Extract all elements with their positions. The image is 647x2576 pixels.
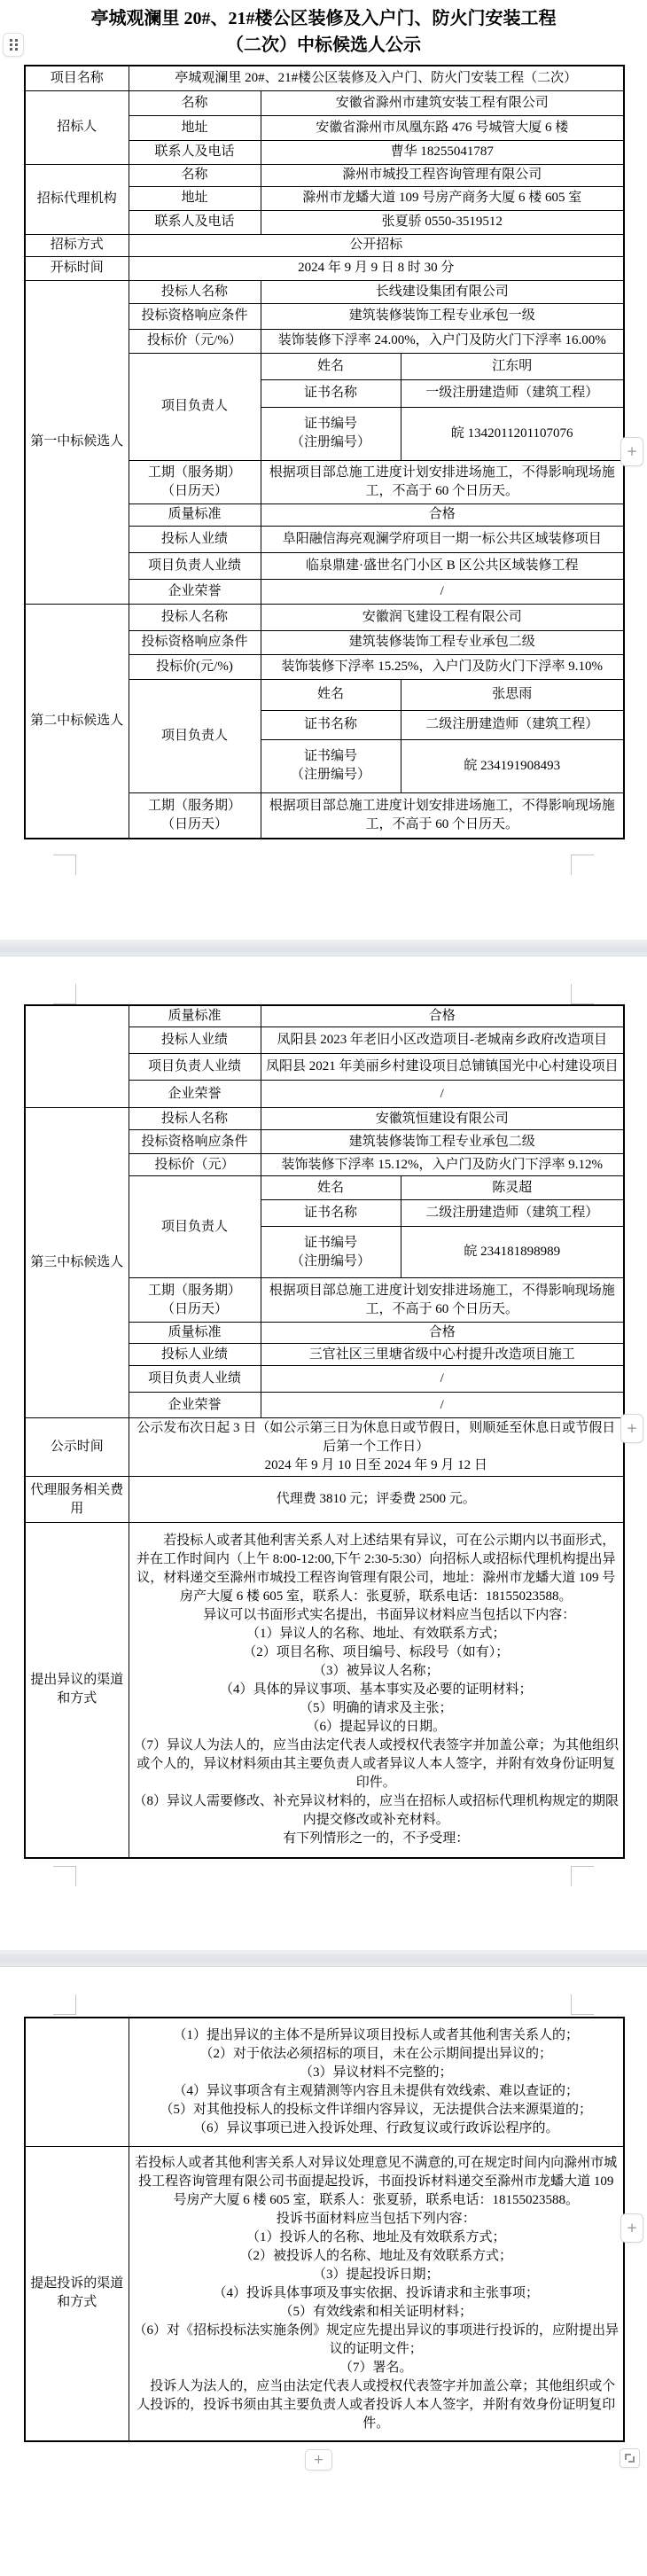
label-c2-bidder: 投标人名称 bbox=[129, 604, 261, 630]
value-tenderer-contact: 曹华 18255041787 bbox=[261, 140, 624, 164]
insert-column-button[interactable]: + bbox=[620, 437, 643, 466]
label-c1-qualification: 投标资格响应条件 bbox=[129, 303, 261, 329]
label-c3-honor: 企业荣誉 bbox=[129, 1393, 261, 1418]
label-c2-quality: 质量标准 bbox=[129, 1005, 261, 1027]
label-tenderer: 招标人 bbox=[25, 90, 129, 164]
label-tenderer-name: 名称 bbox=[129, 90, 261, 115]
value-project-name: 亭城观澜里 20#、21#楼公区装修及入户门、防火门安装工程（二次） bbox=[129, 66, 624, 90]
label-notice-time: 公示时间 bbox=[25, 1418, 129, 1477]
label-tenderer-address: 地址 bbox=[129, 115, 261, 140]
label-c2-qualification: 投标资格响应条件 bbox=[129, 630, 261, 654]
value-c2-cert-no: 皖 234191908493 bbox=[401, 739, 624, 792]
duration-line1: 工期（服务期） bbox=[147, 798, 241, 813]
value-c2-bidder-perf: 凤阳县 2023 年老旧小区改造项目-老城南乡政府改造项目 bbox=[261, 1027, 624, 1054]
value-objection-channel bbox=[129, 1523, 624, 1858]
label-c3-cert-no bbox=[261, 1227, 401, 1278]
complaint-item: （2）被投诉人的名称、地址及有效联系方式； bbox=[239, 2248, 512, 2263]
page2-bottom-right-mark bbox=[571, 1866, 594, 1886]
value-c2-honor: / bbox=[261, 1081, 624, 1108]
value-c1-pm-perf: 临泉鼎建·盛世名门小区 B 区公共区域装修工程 bbox=[261, 552, 624, 579]
duration-line2: （日历天） bbox=[160, 483, 228, 498]
value-tenderer-name: 安徽省滁州市建筑安装工程有限公司 bbox=[261, 90, 624, 115]
value-c3-qualification: 建筑装修装饰工程专业承包二级 bbox=[261, 1130, 624, 1154]
label-candidate-1: 第一中标候选人 bbox=[25, 280, 129, 604]
value-notice-time bbox=[129, 1418, 624, 1477]
complaint-paragraph: 投诉书面材料应当包括下列内容： bbox=[276, 2211, 476, 2226]
label-c3-price: 投标价（元） bbox=[129, 1154, 261, 1176]
cert-no-line1: 证书编号 bbox=[303, 1235, 357, 1250]
insert-column-button[interactable]: + bbox=[620, 1414, 643, 1443]
complaint-item: （5）有效线索和相关证明材料； bbox=[279, 2304, 472, 2319]
label-complaint-channel: 提起投诉的渠道和方式 bbox=[25, 2146, 129, 2441]
label-c3-cert-name: 证书名称 bbox=[261, 1200, 401, 1227]
value-c1-honor: / bbox=[261, 579, 624, 604]
label-agency-address: 地址 bbox=[129, 186, 261, 210]
value-c2-pm-name: 张思雨 bbox=[401, 679, 624, 710]
value-c1-quality: 合格 bbox=[261, 503, 624, 526]
label-c2-pm: 项目负责人 bbox=[129, 679, 261, 792]
page-separator-1 bbox=[0, 940, 647, 956]
notice-period-text: 公示发布次日起 3 日（如公示第三日为休息日或节假日，则顺延至休息日或节假日后第一个工作日） bbox=[136, 1421, 616, 1454]
cert-no-line1: 证书编号 bbox=[303, 749, 357, 763]
label-c2-bidder-perf: 投标人业绩 bbox=[129, 1027, 261, 1054]
page3-top-left-mark bbox=[53, 1994, 76, 2015]
value-c1-qualification: 建筑装修装饰工程专业承包一级 bbox=[261, 303, 624, 329]
label-c3-qualification: 投标资格响应条件 bbox=[129, 1130, 261, 1154]
value-c3-bidder-perf: 三官社区三里塘省级中心村提升改造项目施工 bbox=[261, 1344, 624, 1366]
label-objection-channel: 提出异议的渠道和方式 bbox=[25, 1523, 129, 1858]
duration-line1: 工期（服务期） bbox=[147, 464, 241, 480]
label-c1-pm-name: 姓名 bbox=[261, 353, 401, 379]
value-open-time: 2024 年 9 月 9 日 8 时 30 分 bbox=[129, 256, 624, 280]
label-agency-fee: 代理服务相关费用 bbox=[25, 1477, 129, 1523]
value-c3-pm-perf: / bbox=[261, 1366, 624, 1393]
complaint-item: （3）提起投诉日期； bbox=[312, 2267, 440, 2282]
label-c1-cert-name: 证书名称 bbox=[261, 379, 401, 407]
complaint-paragraph: 投诉人为法人的，应当由法定代表人或授权代表签字并加盖公章；其他组织或个人投诉的，投诉书须由其主要负责人或者投诉人本人签字，并附有效身份证明复印件。 bbox=[136, 2378, 616, 2431]
label-c2-cert-no bbox=[261, 739, 401, 792]
objection-paragraph: 异议可以书面形式实名提出，书面异议材料应当包括以下内容： bbox=[203, 1607, 576, 1622]
duration-line2: （日历天） bbox=[160, 1301, 228, 1316]
objection-item: （3）被异议人名称； bbox=[313, 1663, 440, 1678]
value-c3-price: 装饰装修下浮率 15.12%，入户门及防火门下浮率 9.12% bbox=[261, 1154, 624, 1176]
value-c2-bidder: 安徽润飞建设工程有限公司 bbox=[261, 604, 624, 630]
value-c1-duration: 根据项目部总施工进度计划安排进场施工，不得影响现场施工，不高于 60 个日历天。 bbox=[261, 460, 624, 503]
title-line-2: （二次）中标候选人公示 bbox=[226, 35, 421, 55]
label-candidate-3: 第三中标候选人 bbox=[25, 1108, 129, 1418]
value-c1-pm-name: 江东明 bbox=[401, 353, 624, 379]
title-line-1: 亭城观澜里 20#、21#楼公区装修及入户门、防火门安装工程 bbox=[90, 9, 557, 28]
duration-line2: （日历天） bbox=[160, 816, 228, 831]
label-c2-pm-perf: 项目负责人业绩 bbox=[129, 1054, 261, 1081]
reject-case-item: （3）异议材料不完整的； bbox=[299, 2065, 453, 2080]
label-c3-pm-name: 姓名 bbox=[261, 1176, 401, 1200]
complaint-item: （7）署名。 bbox=[339, 2360, 413, 2375]
objection-item: （6）提起异议的日期。 bbox=[306, 1719, 447, 1734]
objection-item: （8）异议人需要修改、补充异议材料的，应当在招标人或招标代理机构规定的期限内提交修改或补充材料。 bbox=[133, 1793, 620, 1827]
complaint-item: （1）投诉人的名称、地址及有效联系方式； bbox=[246, 2229, 506, 2244]
label-c3-pm-perf: 项目负责人业绩 bbox=[129, 1366, 261, 1393]
label-c2-duration bbox=[129, 792, 261, 839]
cert-no-line2: （注册编号） bbox=[290, 1253, 370, 1268]
objection-item: （7）异议人为法人的，应当由法定代表人或授权代表签字并加盖公章；为其他组织或个人的，异议材料须由其主要负责人或者异议人本人签字，并附有效身份证明复印件。 bbox=[133, 1737, 620, 1790]
objection-reject-note: 有下列情形之一的，不予受理： bbox=[283, 1831, 470, 1846]
label-c3-bidder: 投标人名称 bbox=[129, 1108, 261, 1130]
value-c1-cert-no: 皖 1342011201107076 bbox=[401, 407, 624, 460]
page3-top-right-mark bbox=[571, 1994, 594, 2015]
label-c1-pm: 项目负责人 bbox=[129, 353, 261, 460]
label-bid-method: 招标方式 bbox=[25, 234, 129, 256]
label-c2-cert-name: 证书名称 bbox=[261, 710, 401, 739]
bid-result-table-page1 bbox=[24, 65, 625, 839]
label-c1-pm-perf: 项目负责人业绩 bbox=[129, 552, 261, 579]
value-c3-cert-no: 皖 234181898989 bbox=[401, 1227, 624, 1278]
page2-bottom-left-mark bbox=[53, 1866, 76, 1886]
label-candidate-2: 第二中标候选人 bbox=[25, 604, 129, 839]
label-c1-bidder: 投标人名称 bbox=[129, 280, 261, 303]
cert-no-line1: 证书编号 bbox=[303, 417, 357, 431]
value-c1-bidder: 长线建设集团有限公司 bbox=[261, 280, 624, 303]
expand-table-icon[interactable] bbox=[620, 2448, 640, 2468]
value-c3-cert-name: 二级注册建造师（建筑工程） bbox=[401, 1200, 624, 1227]
bid-result-table-page2 bbox=[24, 1004, 625, 1859]
label-agency-name: 名称 bbox=[129, 164, 261, 186]
label-c3-duration bbox=[129, 1278, 261, 1323]
value-c3-honor: / bbox=[261, 1393, 624, 1418]
cert-no-line2: （注册编号） bbox=[290, 435, 370, 449]
label-tenderer-contact: 联系人及电话 bbox=[129, 140, 261, 164]
candidate2-continuation-cell bbox=[25, 1005, 129, 1108]
bid-result-table-page3 bbox=[24, 2017, 625, 2442]
label-c2-pm-name: 姓名 bbox=[261, 679, 401, 710]
value-objection-reject-cases bbox=[129, 2018, 624, 2146]
add-row-button[interactable]: + bbox=[305, 2449, 332, 2471]
objection-paragraph: 若投标人或者其他利害关系人对上述结果有异议，可在公示期内以书面形式，并在工作时间内（上午 8:00-12:00,下午 2:30-5:30）向招标人或招标代理机构提出异议，材料递交至滁州市城投工程咨询管理有限公司，地址：滁州市龙蟠大道 109 号房产大厦 6 楼 605 室，联系人：张夏骄，联系电话：18155023588。 bbox=[136, 1533, 616, 1604]
label-agency-contact: 联系人及电话 bbox=[129, 210, 261, 234]
page-separator-2 bbox=[0, 1950, 647, 1967]
value-c2-duration: 根据项目部总施工进度计划安排进场施工，不得影响现场施工，不高于 60 个日历天。 bbox=[261, 792, 624, 839]
label-open-time: 开标时间 bbox=[25, 256, 129, 280]
value-c2-pm-perf: 凤阳县 2021 年美丽乡村建设项目总铺镇国光中心村建设项目 bbox=[261, 1054, 624, 1081]
value-c3-pm-name: 陈灵超 bbox=[401, 1176, 624, 1200]
page-title bbox=[0, 5, 647, 59]
objection-item: （1）异议人的名称、地址、有效联系方式； bbox=[246, 1626, 506, 1641]
label-agency: 招标代理机构 bbox=[25, 164, 129, 234]
objection-continuation-cell bbox=[25, 2018, 129, 2146]
value-c3-quality: 合格 bbox=[261, 1323, 624, 1344]
value-c2-quality: 合格 bbox=[261, 1005, 624, 1027]
reject-case-item: （1）提出异议的主体不是所异议项目投标人或者其他利害关系人的； bbox=[173, 2027, 579, 2042]
label-c1-duration bbox=[129, 460, 261, 503]
label-c2-price: 投标价(元/%) bbox=[129, 654, 261, 679]
reject-case-item: （4）异议事项含有主观猜测等内容且未提供有效线索、难以查证的； bbox=[173, 2083, 579, 2098]
objection-item: （4）具体的异议事项、基本事实及必要的证明材料； bbox=[220, 1682, 533, 1697]
value-c1-price: 装饰装修下浮率 24.00%，入户门及防火门下浮率 16.00% bbox=[261, 329, 624, 353]
page2-top-left-mark bbox=[53, 984, 76, 1004]
complaint-paragraph: 若投标人或者其他利害关系人对异议处理意见不满意的,可在规定时间内向滁州市城投工程咨询管理有限公司书面提起投诉，书面投诉材料递交至滁州市龙蟠大道 109 号房产大厦 6 楼 605 室，联系人：张夏骄，联系电话：18155023588。 bbox=[135, 2155, 618, 2207]
label-c1-cert-no bbox=[261, 407, 401, 460]
notice-date-range: 2024 年 9 月 10 日至 2024 年 9 月 12 日 bbox=[264, 1458, 487, 1472]
objection-item: （2）项目名称、项目编号、标段号（如有）； bbox=[243, 1644, 510, 1659]
value-bid-method: 公开招标 bbox=[129, 234, 624, 256]
page2-top-right-mark bbox=[571, 984, 594, 1004]
value-c2-cert-name: 二级注册建造师（建筑工程） bbox=[401, 710, 624, 739]
reject-case-item: （6）异议事项已进入投诉处理、行政复议或行政诉讼程序的。 bbox=[192, 2120, 559, 2135]
value-c2-qualification: 建筑装修装饰工程专业承包二级 bbox=[261, 630, 624, 654]
page1-bottom-left-mark bbox=[53, 855, 76, 875]
complaint-item: （4）投诉具体事项及事实依据、投诉请求和主张事项； bbox=[213, 2285, 539, 2300]
value-complaint-channel bbox=[129, 2146, 624, 2441]
reject-case-item: （5）对其他投标人的投标文件详细内容异议，无法提供合法来源渠道的； bbox=[160, 2102, 592, 2117]
page1-bottom-right-mark bbox=[571, 855, 594, 875]
label-c1-quality: 质量标准 bbox=[129, 503, 261, 526]
value-c3-duration: 根据项目部总施工进度计划安排进场施工，不得影响现场施工，不高于 60 个日历天。 bbox=[261, 1278, 624, 1323]
complaint-item: （6）对《招标投标法实施条例》规定应先提出异议的事项进行投诉的，应附提出异议的证明文件； bbox=[133, 2322, 619, 2356]
label-c1-price: 投标价（元/%） bbox=[129, 329, 261, 353]
label-c1-bidder-perf: 投标人业绩 bbox=[129, 526, 261, 552]
value-tenderer-address: 安徽省滁州市凤凰东路 476 号城管大厦 6 楼 bbox=[261, 115, 624, 140]
value-c1-cert-name: 一级注册建造师（建筑工程） bbox=[401, 379, 624, 407]
reject-case-item: （2）对于依法必须招标的项目，未在公示期间提出异议的； bbox=[199, 2046, 552, 2061]
label-c3-pm: 项目负责人 bbox=[129, 1176, 261, 1278]
value-agency-name: 滁州市城投工程咨询管理有限公司 bbox=[261, 164, 624, 186]
cert-no-line2: （注册编号） bbox=[290, 768, 370, 782]
label-c3-quality: 质量标准 bbox=[129, 1323, 261, 1344]
value-c2-price: 装饰装修下浮率 15.25%，入户门及防火门下浮率 9.10% bbox=[261, 654, 624, 679]
insert-column-button[interactable]: + bbox=[620, 2213, 643, 2243]
value-c3-bidder: 安徽筑恒建设有限公司 bbox=[261, 1108, 624, 1130]
label-project-name: 项目名称 bbox=[25, 66, 129, 90]
label-c3-bidder-perf: 投标人业绩 bbox=[129, 1344, 261, 1366]
label-c2-honor: 企业荣誉 bbox=[129, 1081, 261, 1108]
value-agency-address: 滁州市龙蟠大道 109 号房产商务大厦 6 楼 605 室 bbox=[261, 186, 624, 210]
value-agency-contact: 张夏骄 0550-3519512 bbox=[261, 210, 624, 234]
label-c1-honor: 企业荣誉 bbox=[129, 579, 261, 604]
value-agency-fee: 代理费 3810 元；评委费 2500 元。 bbox=[129, 1477, 624, 1523]
value-c1-bidder-perf: 阜阳融信海亮观澜学府项目一期一标公共区域装修项目 bbox=[261, 526, 624, 552]
objection-item: （5）明确的请求及主张； bbox=[300, 1700, 453, 1715]
duration-line1: 工期（服务期） bbox=[147, 1283, 241, 1298]
